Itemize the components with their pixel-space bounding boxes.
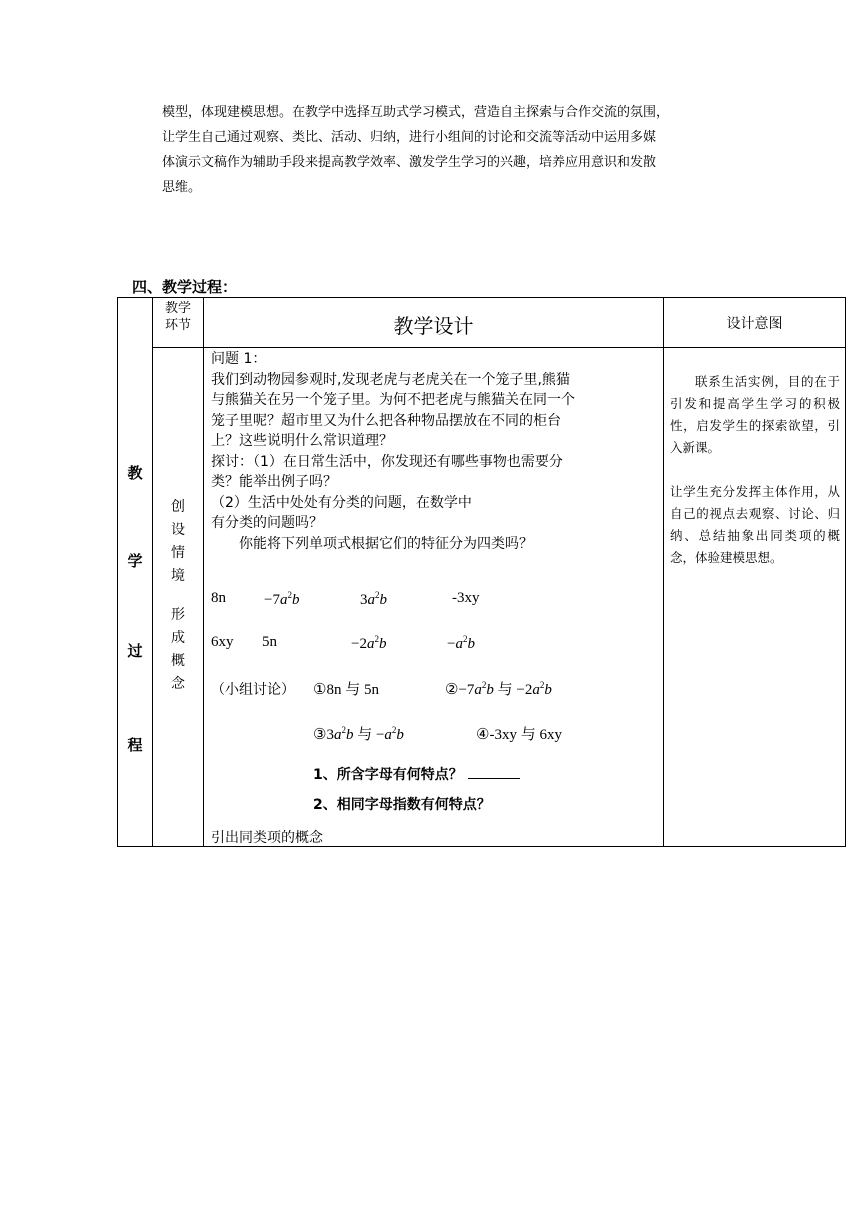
intent-content: [670, 371, 840, 569]
table-border: [663, 297, 664, 847]
discuss-line: 你能将下列单项式根据它们的特征分为四类吗？: [239, 535, 533, 552]
term: 6xy: [211, 634, 234, 650]
question-title: 问题 1：: [211, 351, 267, 367]
intro-line: 体演示文稿作为辅助手段来提高教学效率、激发学生学习的兴趣，培养应用意识和发散: [162, 155, 657, 170]
pair: ①8n 与 5n: [313, 682, 379, 698]
intent-paragraph: 让学生充分发挥主体作用，从自己的视点去观察、讨论、归纳、总结抽象出同类项的概念，体验建模思想。: [670, 484, 840, 565]
intro-line: 模型，体现建模思想。在教学中选择互助式学习模式，营造自主探索与合作交流的氛围，: [162, 105, 670, 120]
process-label-char: 程: [127, 736, 143, 754]
conclusion: 引出同类项的概念: [211, 830, 323, 846]
process-label-char: 教: [127, 464, 143, 482]
term: 8n: [211, 590, 226, 606]
term: $-7a^2b$: [264, 590, 300, 608]
question-line: 我们到动物园参观时,发现老虎与老虎关在一个笼子里,熊猫: [211, 371, 570, 388]
design-content: [211, 349, 661, 554]
question-line: 与熊猫关在另一个笼子里。为何不把老虎与熊猫关在同一个: [211, 392, 575, 408]
table-border: [117, 297, 846, 298]
question-line: 上？这些说明什么常识道理？: [211, 433, 393, 449]
question-1: 1、所含字母有何特点？: [313, 764, 520, 784]
stage-header: 教学 环节: [164, 301, 191, 333]
intent-paragraph: 联系生活实例，目的在于引发和提高学生学习的积极性，启发学生的探索欲望，引入新课。: [670, 374, 840, 455]
table-border: [845, 297, 846, 847]
term: $-2a^2b$: [351, 634, 387, 652]
discuss-line: 探讨：（1）在日常生活中，你发现还有哪些事物也需要分: [211, 453, 563, 470]
pair: $③3a^2b$ 与 $-a^2b$: [313, 725, 404, 743]
intro-paragraph: [162, 100, 742, 200]
intro-line: 思维。: [162, 180, 202, 195]
pair: ④-3xy 与 6xy: [476, 727, 562, 743]
discuss-line: （2）生活中处处有分类的问题，在数学中: [211, 494, 472, 511]
table-border: [203, 297, 204, 847]
group-label: （小组讨论）: [211, 682, 295, 698]
question-2: 2、相同字母指数有何特点？: [313, 797, 491, 813]
stage-name: 创 设 情 境 形 成 概 念: [171, 499, 185, 692]
term: -3xy: [452, 590, 480, 606]
question-line: 笼子里呢？超市里又为什么把各种物品摆放在不同的柜台: [211, 412, 561, 429]
intent-header: 设计意图: [726, 316, 783, 332]
discuss-line: 有分类的问题吗？: [211, 515, 323, 531]
design-header: 教学设计: [393, 314, 474, 338]
intro-line: 让学生自己通过观察、类比、活动、归纳，进行小组间的讨论和交流等活动中运用多媒: [162, 130, 657, 145]
term: $-a^2b$: [447, 634, 475, 652]
process-label-char: 过: [127, 642, 143, 660]
pair: $②-7a^2b$ 与 $-2a^2b$: [445, 680, 552, 698]
answer-blank: [468, 764, 520, 779]
process-label-char: 学: [127, 552, 143, 570]
table-border: [152, 347, 846, 348]
term: $3a^2b$: [360, 590, 387, 608]
section-heading: 四、教学过程：: [132, 278, 238, 296]
term: 5n: [262, 634, 277, 650]
discuss-line: 类？能举出例子吗？: [211, 474, 337, 490]
table-border: [117, 297, 118, 847]
